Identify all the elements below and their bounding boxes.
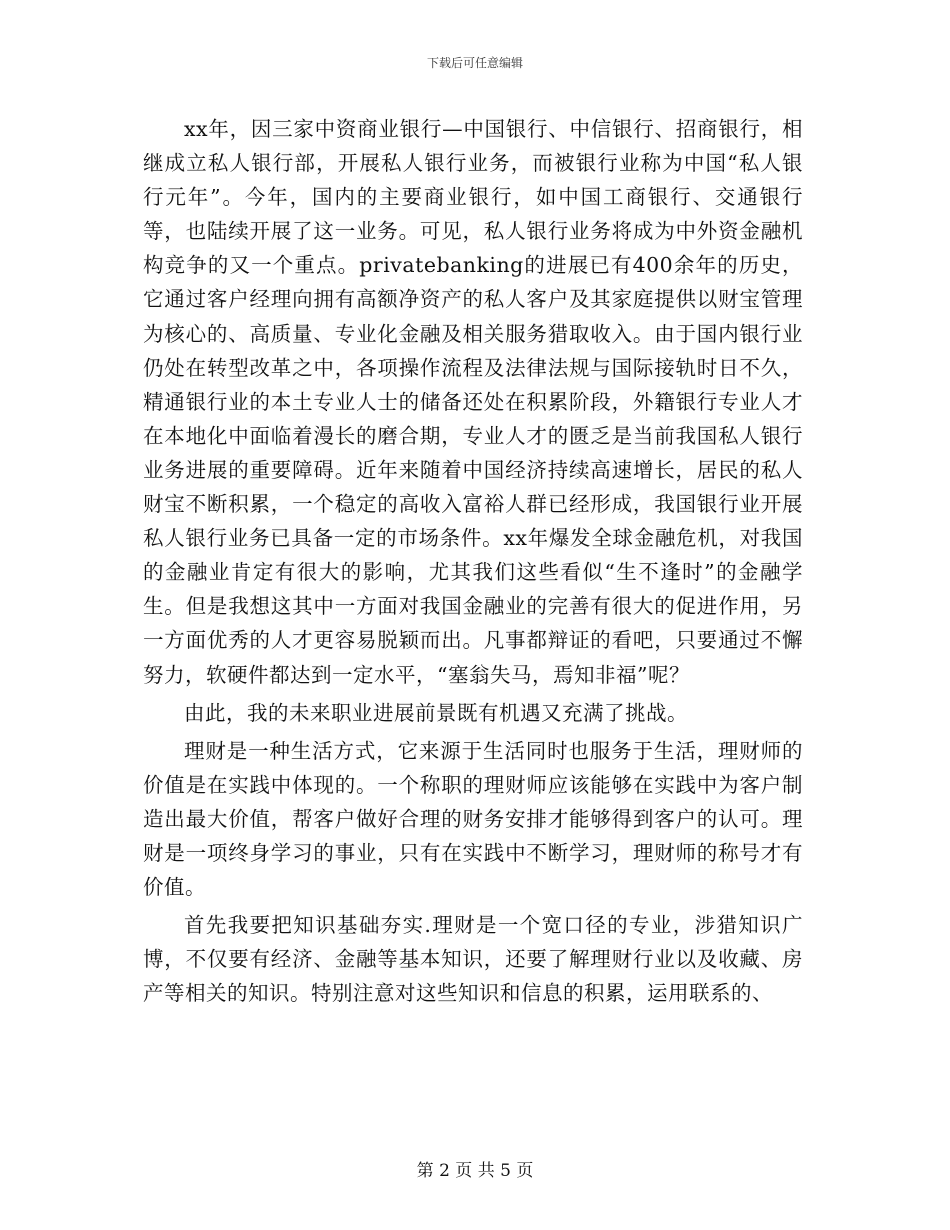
page-header: 下载后可任意编辑 — [426, 56, 523, 70]
document-body — [143, 112, 803, 1014]
paragraph-private-banking: xx年，因三家中资商业银行—中国银行、中信银行、招商银行，相继成立私人银行部，开展私人银行业务，而被银行业称为中国“私人银行元年”。今年，国内的主要商业银行，如中国工商银行、交通银行等，也陆续开展了这一业务。可见，私人银行业务将成为中外资金融机构竞争的又一个重点。privatebanking的进展已有400余年的历史，它通过客户经理向拥有高额净资产的私人客户及其家庭提供以财宝管理为核心的、高质量、专业化金融及相关服务猎取收入。由于国内银行业仍处在转型改革之中，各项操作流程及法律法规与国际接轨时日不久，精通银行业的本土专业人士的储备还处在积累阶段，外籍银行专业人才在本地化中面临着漫长的磨合期，专业人才的匮乏是当前我国私人银行业务进展的重要障碍。近年来随着中国经济持续高速增长，居民的私人财宝不断积累，一个稳定的高收入富裕人群已经形成，我国银行业开展私人银行业务已具备一定的市场条件。xx年爆发全球金融危机，对我国的金融业肯定有很大的影响，尤其我们这些看似“生不逢时”的金融学生。但是我想这其中一方面对我国金融业的完善有很大的促进作用，另一方面优秀的人才更容易脱颖而出。凡事都辩证的看吧，只要通过不懈努力，软硬件都达到一定水平，“塞翁失马，焉知非福”呢？ — [143, 117, 803, 687]
paragraph-career-outlook: 由此，我的未来职业进展前景既有机遇又充满了挑战。 — [184, 700, 688, 725]
paragraph-knowledge-foundation: 首先我要把知识基础夯实.理财是一个宽口径的专业，涉猎知识广博，不仅要有经济、金融等基本知识，还要了解理财行业以及收藏、房产等相关的知识。特别注意对这些知识和信息的积累，运用联系的、 — [143, 913, 803, 1006]
paragraph-financial-planning: 理财是一种生活方式，它来源于生活同时也服务于生活，理财师的价值是在实践中体现的。一个称职的理财师应该能够在实践中为客户制造出最大价值，帮客户做好合理的财务安排才能够得到客户的认可。理财是一项终身学习的事业，只有在实践中不断学习，理财师的称号才有价值。 — [143, 738, 803, 900]
page-number-footer: 第 2 页 共 5 页 — [416, 1161, 534, 1181]
